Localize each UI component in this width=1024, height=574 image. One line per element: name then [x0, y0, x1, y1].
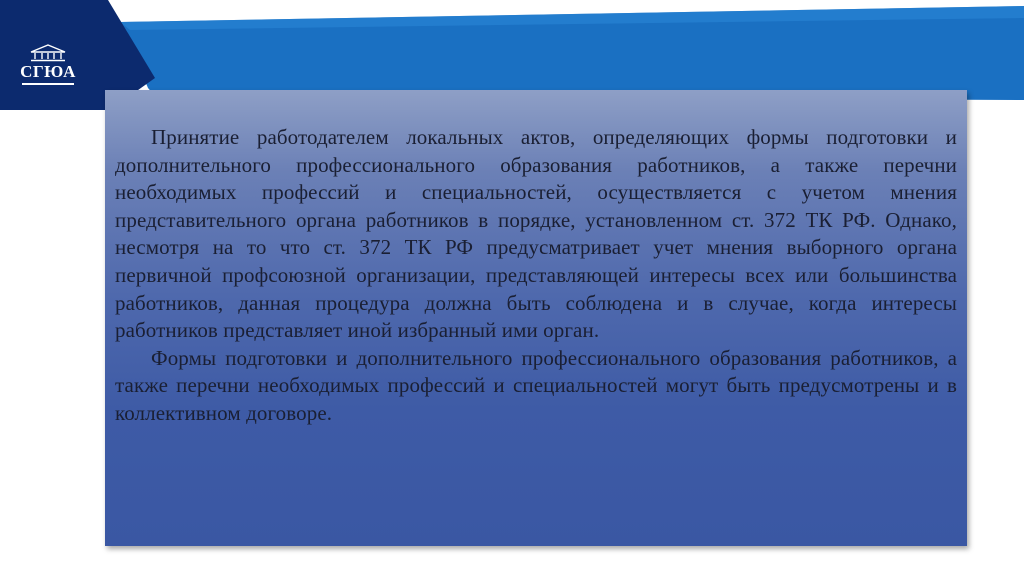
paragraph-2: Формы подготовки и дополнительного профессионального образования работников, а также перечни необходимых профессий и специальностей могут быть предусмотрены и в коллективном договоре. [115, 345, 957, 425]
logo-text: СГЮА [20, 62, 76, 81]
logo [16, 44, 80, 92]
content-box [105, 90, 967, 546]
building-emblem-icon [28, 44, 68, 62]
logo-underline [22, 83, 74, 85]
paragraph-1: Принятие работодателем локальных актов, определяющих формы подготовки и дополнительного профессионального образования работников, а также перечни необходимых профессий и специальностей, осуществляется с учетом мнения представительного органа работников в порядке, установленном ст. 372 ТК РФ. Однако, несмотря на то что ст. 372 ТК РФ предусматривает учет мнения выборного органа первичной профсоюзной организации, представляющей интересы всех или большинства работников, данная процедура должна быть соблюдена и в случае, когда интересы работников представляет иной избранный ими орган. [115, 125, 957, 343]
